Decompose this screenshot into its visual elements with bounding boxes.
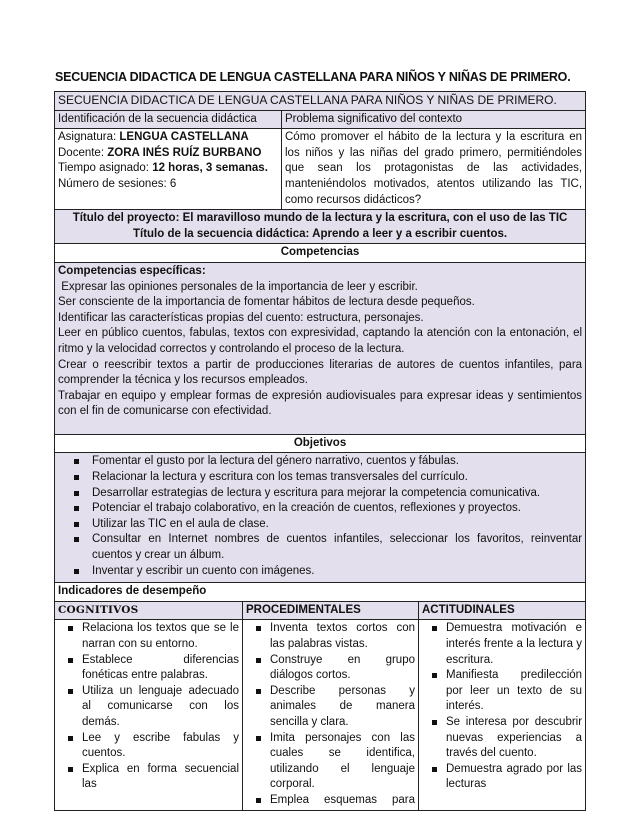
competencias-row: [55, 262, 586, 434]
actitudinal-item: Demuestra agrado por las lecturas: [446, 762, 582, 793]
identification-heading-row: [55, 110, 586, 129]
objetivo-item: Relacionar la lectura y escritura con los temas transversales del currículo.: [92, 470, 582, 486]
objetivos-heading: Objetivos: [55, 434, 586, 453]
competencia-item: Trabajar en equipo y emplear formas de expresión audiovisuales para expresar ideas y sentimientos con el fin de comunicarse con efectividad.: [58, 389, 583, 418]
objetivos-cell: [55, 453, 586, 583]
procedimental-item: Emplea esquemas para: [270, 793, 415, 809]
docente-line: [58, 146, 278, 162]
cognitivos-cell: [55, 620, 243, 810]
identificacion-heading: Identificación de la secuencia didáctica: [55, 110, 282, 129]
competencias-cell: [55, 262, 586, 434]
indicadores-heading-row: [55, 583, 586, 602]
actitudinales-cell: [419, 620, 586, 810]
procedimentales-cell: [243, 620, 419, 810]
competencias-heading-row: [55, 244, 586, 263]
identificacion-cell: [55, 129, 282, 210]
objetivos-heading-row: [55, 434, 586, 453]
actitudinales-list: [422, 621, 582, 793]
actitudinal-item: Se interesa por descubrir nuevas experiencias a través del cuento.: [446, 715, 582, 762]
asignatura-line: [58, 130, 278, 146]
competencia-item: Expresar las opiniones personales de la importancia de leer y escribir.: [58, 280, 418, 293]
actitudinal-item: Manifiesta predilección por leer un texto de su interés.: [446, 668, 582, 715]
objetivo-item: Utilizar las TIC en el aula de clase.: [92, 517, 582, 533]
sequence-title: Título de la secuencia didáctica: Aprendo a leer y a escribir cuentos.: [132, 227, 508, 240]
problema-heading: Problema significativo del contexto: [282, 110, 586, 129]
docente-label: Docente:: [58, 146, 108, 159]
cognitivos-list: [58, 621, 239, 793]
competencia-item: Crear o reescribir textos a partir de producciones literarias de autores de cuentos infantiles, para comprender la técnica y los recursos empleados.: [58, 358, 583, 387]
docente-value: ZORA INÉS RUÍZ BURBANO: [107, 146, 262, 159]
sequence-table: [54, 91, 586, 811]
objetivos-list: [58, 454, 582, 579]
objetivo-item: Inventar y escribir un cuento con imágenes.: [92, 564, 582, 580]
procedimental-item: Imita personajes con las cuales se identifica, utilizando el lenguaje corporal.: [270, 731, 415, 793]
indicadores-row: [55, 620, 586, 810]
cognitivos-heading: COGNITIVOS: [55, 601, 243, 620]
actitudinal-item: Demuestra motivación e interés frente a la lectura y escritura.: [446, 621, 582, 668]
identification-row: [55, 129, 586, 210]
objetivos-row: [55, 453, 586, 583]
objetivo-item: Fomentar el gusto por la lectura del género narrativo, cuentos y fábulas.: [92, 454, 582, 470]
titles-row: [55, 210, 586, 244]
table-header: SECUENCIA DIDACTICA DE LENGUA CASTELLANA PARA NIÑOS Y NIÑAS DE PRIMERO.: [55, 92, 586, 111]
tiempo-value: 12 horas, 3 semanas.: [152, 162, 268, 175]
indicadores-columns-row: [55, 601, 586, 620]
table-header-row: [55, 92, 586, 111]
competencia-item: Leer en público cuentos, fabulas, textos con expresividad, captando la atención con la entonación, el ritmo y la velocidad correctos y controlando el proceso de la lectura.: [58, 327, 583, 355]
competencia-item: Identificar las características propias del cuento: estructura, personajes.: [58, 311, 424, 324]
cognitivo-item: Establece diferencias fonéticas entre palabras.: [82, 653, 239, 684]
actitudinales-heading: ACTITUDINALES: [419, 601, 586, 620]
asignatura-label: Asignatura:: [58, 131, 120, 144]
project-title: Título del proyecto: El maravilloso mundo de la lectura y la escritura, con el uso de las TIC: [72, 212, 568, 225]
asignatura-value: LENGUA CASTELLANA: [119, 131, 249, 144]
titles-cell: [55, 210, 586, 244]
objetivo-item: Potenciar el trabajo colaborativo, en la creación de cuentos, reflexiones y proyectos.: [92, 501, 582, 517]
tiempo-label: Tiempo asignado:: [58, 162, 153, 175]
objetivo-item: Consultar en Internet nombres de cuentos infantiles, seleccionar los favoritos, reinventar cuentos y crear un álbum.: [92, 532, 582, 563]
cognitivo-item: Utiliza un lenguaje adecuado al comunicarse con los demás.: [82, 684, 239, 731]
procedimental-item: Construye en grupo diálogos cortos.: [270, 653, 415, 684]
competencia-item: Ser consciente de la importancia de fomentar hábitos de lectura desde pequeños.: [58, 296, 475, 309]
procedimental-item: Describe personas y animales de manera sencilla y clara.: [270, 684, 415, 731]
competencias-heading: Competencias: [55, 244, 586, 263]
cognitivo-item: Explica en forma secuencial las: [82, 762, 239, 793]
page-title: SECUENCIA DIDACTICA DE LENGUA CASTELLANA PARA NIÑOS Y NIÑAS DE PRIMERO.: [55, 70, 571, 84]
procedimentales-heading: PROCEDIMENTALES: [243, 601, 419, 620]
indicadores-heading: Indicadores de desempeño: [55, 583, 586, 602]
competencias-subheading: Competencias específicas:: [58, 264, 206, 277]
problema-text: Cómo promover el hábito de la lectura y la escritura en los niños y las niñas del grado primero, permitiéndoles que sean los protagonistas de las actividades, manteniéndolos motivados, atentos utilizando las TIC, como recursos didácticos?: [282, 129, 586, 210]
objetivo-item: Desarrollar estrategias de lectura y escritura para mejorar la competencia comunicativa.: [92, 486, 582, 502]
cognitivo-item: Lee y escribe fabulas y cuentos.: [82, 731, 239, 762]
tiempo-line: [58, 161, 278, 177]
procedimental-item: Inventa textos cortos con las palabras vistas.: [270, 621, 415, 652]
cognitivo-item: Relaciona los textos que se le narran con su entorno.: [82, 621, 239, 652]
procedimentales-list: [246, 621, 415, 808]
sesiones-line: Número de sesiones: 6: [58, 177, 177, 190]
